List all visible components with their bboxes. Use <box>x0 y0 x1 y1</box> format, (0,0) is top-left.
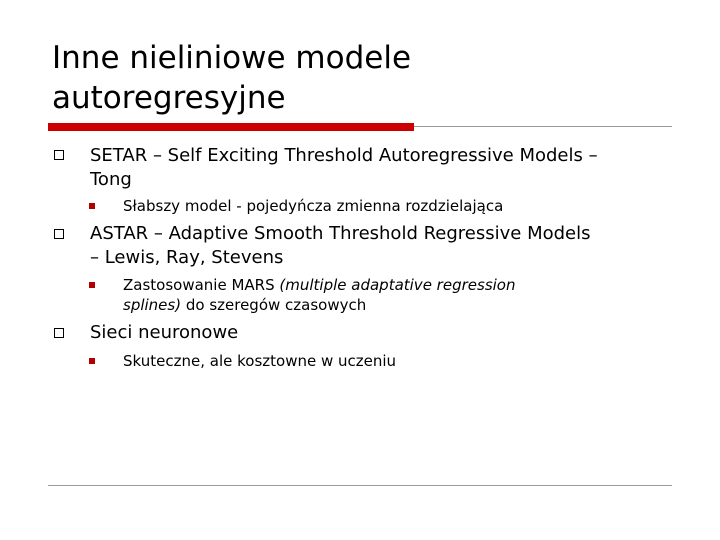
sub-bullet-astar-prefix: Zastosowanie MARS <box>123 276 280 294</box>
bullet-astar-line-2: – Lewis, Ray, Stevens <box>90 247 284 268</box>
sub-bullet-astar-line2-italic: splines) <box>123 296 182 314</box>
bullet-sieci-line-1: Sieci neuronowe <box>90 322 239 343</box>
filled-square-bullet-icon <box>89 358 95 364</box>
hollow-square-bullet-icon <box>54 150 64 160</box>
title-line-2: autoregresyjne <box>52 80 286 116</box>
sub-bullet-setar: Słabszy model - pojedyńcza zmienna rozdzielająca <box>123 197 504 215</box>
filled-square-bullet-icon <box>89 203 95 209</box>
sub-bullet-astar <box>123 275 643 315</box>
sub-bullet-astar-line-2 <box>123 295 643 315</box>
hollow-square-bullet-icon <box>54 328 64 338</box>
hollow-square-bullet-icon <box>54 229 64 239</box>
filled-square-bullet-icon <box>89 282 95 288</box>
sub-bullet-sieci: Skuteczne, ale kosztowne w uczeniu <box>123 352 397 370</box>
title-line-1: Inne nieliniowe modele <box>52 40 412 76</box>
bullet-setar-line-1: SETAR – Self Exciting Threshold Autoregressive Models – <box>90 145 598 166</box>
title-accent-bar <box>48 123 414 131</box>
footer-divider <box>48 485 672 486</box>
bullet-setar-line-2: Tong <box>90 169 132 190</box>
bullet-astar <box>90 222 680 270</box>
sub-bullet-astar-italic: (multiple adaptative regression <box>279 276 516 294</box>
bullet-astar-line-1: ASTAR – Adaptive Smooth Threshold Regressive Models <box>90 223 591 244</box>
sub-bullet-astar-line-1 <box>123 275 643 295</box>
bullet-setar <box>90 144 680 192</box>
slide-title <box>52 38 672 118</box>
sub-bullet-astar-line2-rest: do szeregów czasowych <box>181 296 367 314</box>
bullet-sieci <box>90 321 680 345</box>
